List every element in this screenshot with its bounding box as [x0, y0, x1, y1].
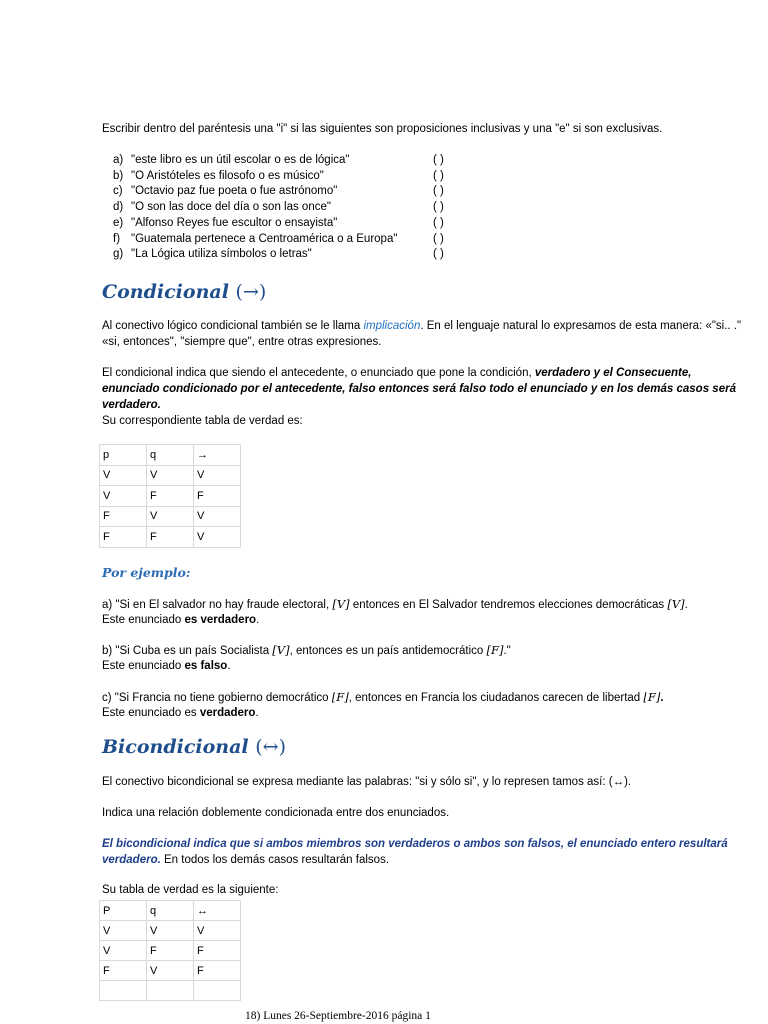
example-b-text-3: .": [503, 645, 511, 657]
condicional-paragraph-1: [102, 318, 752, 350]
example-b-value-2: [F]: [486, 643, 504, 657]
table-cell: p: [100, 445, 147, 466]
table-cell: V: [147, 921, 194, 941]
example-a-value-1: [V]: [332, 597, 350, 611]
table-row: [100, 527, 241, 548]
list-item: [113, 199, 444, 215]
example-c-value-1: ⌊F⌋: [331, 690, 349, 704]
table-cell: V: [100, 921, 147, 941]
table-cell: [100, 981, 147, 1001]
condicional-p1-text-rest: . En el lenguaje natural lo expresamos de esta manera: «"si.. ." «si, entonces", "siempre que", entre otras expresiones.: [102, 320, 742, 348]
bicondicional-symbol: (↔): [255, 736, 287, 758]
table-cell: V: [194, 921, 241, 941]
exercise-instructions: Escribir dentro del paréntesis una "i" si las siguientes son proposiciones inclusivas y una "e" si son exclusivas.: [102, 123, 663, 135]
table-row: [100, 921, 241, 941]
table-cell: P: [100, 901, 147, 921]
example-b-text: b) "Si Cuba es un país Socialista: [102, 645, 273, 657]
example-c-text-2: , entonces en Francia los ciudadanos carecen de libertad: [348, 692, 644, 704]
table-cell: F: [100, 527, 147, 548]
table-cell: [147, 981, 194, 1001]
answer-parentheses[interactable]: ( ): [433, 169, 444, 182]
list-item-text: "O son las doce del día o son las once": [131, 201, 331, 214]
answer-parentheses[interactable]: ( ): [433, 248, 444, 261]
example-a-verdict-bold: es verdadero: [184, 614, 257, 626]
list-item-letter: e): [113, 216, 124, 229]
table-cell: F: [100, 961, 147, 981]
table-row: [100, 961, 241, 981]
page-footer: 18) Lunes 26-Septiembre-2016 página 1: [245, 1010, 431, 1022]
table-cell: F: [194, 961, 241, 981]
bicondicional-p3-bold: El bicondicional indica que si ambos miembros son verdaderos o ambos son falsos, el enunciado entero resultará verdadero.: [102, 838, 728, 866]
condicional-table-intro: Su correspondiente tabla de verdad es:: [102, 415, 303, 427]
condicional-heading: [102, 281, 266, 303]
table-cell: [194, 981, 241, 1001]
example-a-verdict: [102, 612, 259, 628]
table-cell: V: [194, 465, 241, 486]
bicondicional-heading: [102, 736, 286, 758]
condicional-truth-table: [99, 444, 241, 548]
list-item-letter: g): [113, 248, 124, 261]
example-c-verdict-bold: verdadero: [199, 707, 256, 719]
list-item-letter: f): [113, 232, 121, 245]
table-cell: F: [100, 506, 147, 527]
table-cell: q: [147, 901, 194, 921]
bicondicional-table-intro: Su tabla de verdad es la siguiente:: [102, 884, 279, 896]
table-cell: V: [100, 486, 147, 507]
table-header-row: [100, 445, 241, 466]
bicondicional-title: Bicondicional: [102, 736, 249, 758]
table-cell: q: [147, 445, 194, 466]
example-c-verdict-end: .: [255, 707, 259, 719]
example-c-text: c) "Si Francia no tiene gobierno democrático: [102, 692, 332, 704]
answer-parentheses[interactable]: ( ): [433, 154, 444, 166]
bicondicional-paragraph-1: El conectivo bicondicional se expresa mediante las palabras: "si y sólo si", y lo represen tamos así: (↔).: [102, 776, 632, 788]
answer-parentheses[interactable]: ( ): [433, 201, 444, 214]
table-cell: →: [194, 445, 241, 466]
list-item-letter: d): [113, 201, 124, 214]
table-row: [100, 486, 241, 507]
example-b-verdict-end: .: [227, 660, 231, 672]
list-item: [113, 152, 444, 168]
example-b-verdict: [102, 658, 231, 674]
bicondicional-paragraph-2: Indica una relación doblemente condicionada entre dos enunciados.: [102, 807, 450, 819]
example-b-text-2: , entonces es un país antidemocrático: [289, 645, 487, 657]
example-a-text-3: .: [684, 599, 688, 611]
example-a-value-2: [V]: [667, 597, 685, 611]
table-cell: V: [147, 506, 194, 527]
bicondicional-p3-rest: En todos los demás casos resultarán falsos.: [160, 854, 390, 866]
table-row: [100, 981, 241, 1001]
table-header-row: [100, 901, 241, 921]
table-cell: V: [147, 961, 194, 981]
list-item-text: "Octavio paz fue poeta o fue astrónomo": [131, 185, 338, 198]
table-cell: F: [147, 527, 194, 548]
table-cell: V: [194, 506, 241, 527]
list-item: [113, 183, 444, 199]
answer-parentheses[interactable]: ( ): [433, 232, 444, 245]
list-item: [113, 215, 444, 231]
list-item-text: "La Lógica utiliza símbolos o letras": [131, 248, 312, 261]
table-cell: F: [147, 486, 194, 507]
list-item-text: "Alfonso Reyes fue escultor o ensayista": [131, 216, 338, 229]
table-cell: V: [147, 465, 194, 486]
condicional-p2-bold: verdadero y el Consecuente, enunciado condicionado por el antecedente, falso entonces será falso todo el enunciado y en los demás casos será verdadero.: [102, 367, 736, 411]
list-item: [113, 246, 444, 262]
list-item-letter: c): [113, 185, 123, 198]
list-item-letter: b): [113, 169, 124, 182]
table-cell: ↔: [194, 901, 241, 921]
table-cell: F: [194, 941, 241, 961]
list-item: [113, 168, 444, 184]
examples-title: Por ejemplo:: [102, 565, 191, 580]
table-row: [100, 465, 241, 486]
example-a-text: a) "Si en El salvador no hay fraude electoral,: [102, 599, 333, 611]
example-c: [102, 689, 664, 706]
example-a-verdict-text: Este enunciado: [102, 614, 185, 626]
answer-parentheses[interactable]: ( ): [433, 216, 444, 229]
table-cell: F: [194, 486, 241, 507]
implicacion-term: implicación: [363, 320, 421, 332]
example-b-value-1: [V]: [272, 643, 290, 657]
list-item-text: "este libro es un útil escolar o es de lógica": [131, 154, 350, 166]
table-row: [100, 506, 241, 527]
example-c-verdict-text: Este enunciado es: [102, 707, 200, 719]
table-cell: V: [100, 941, 147, 961]
table-cell: V: [194, 527, 241, 548]
list-item-letter: a): [113, 154, 124, 166]
answer-parentheses[interactable]: ( ): [433, 185, 444, 198]
example-a-verdict-end: .: [256, 614, 260, 626]
bicondicional-truth-table: [99, 900, 241, 1001]
example-c-verdict: [102, 705, 259, 721]
bicondicional-paragraph-3: [102, 836, 752, 868]
table-cell: F: [147, 941, 194, 961]
condicional-p2-text: El condicional indica que siendo el antecedente, o enunciado que pone la condición,: [102, 367, 535, 379]
condicional-symbol: (→): [235, 281, 267, 303]
condicional-p1-text: Al conectivo lógico condicional también se le llama: [102, 320, 364, 332]
example-a-text-2: entonces en El Salvador tendremos elecciones democráticas: [349, 599, 668, 611]
condicional-title: Condicional: [102, 281, 229, 303]
table-cell: V: [100, 465, 147, 486]
example-c-text-3: .: [660, 692, 664, 704]
table-row: [100, 941, 241, 961]
example-b-verdict-text: Este enunciado: [102, 660, 185, 672]
example-a: [102, 596, 688, 613]
condicional-paragraph-2: [102, 365, 752, 413]
list-item-text: "O Aristóteles es filosofo o es músico": [131, 169, 324, 182]
list-item-text: "Guatemala pertenece a Centroamérica o a Europa": [131, 232, 398, 245]
list-item: [113, 231, 444, 247]
example-b-verdict-bold: es falso: [184, 660, 228, 672]
example-c-value-2: ⌊F⌋: [643, 690, 661, 704]
example-b: [102, 642, 511, 659]
